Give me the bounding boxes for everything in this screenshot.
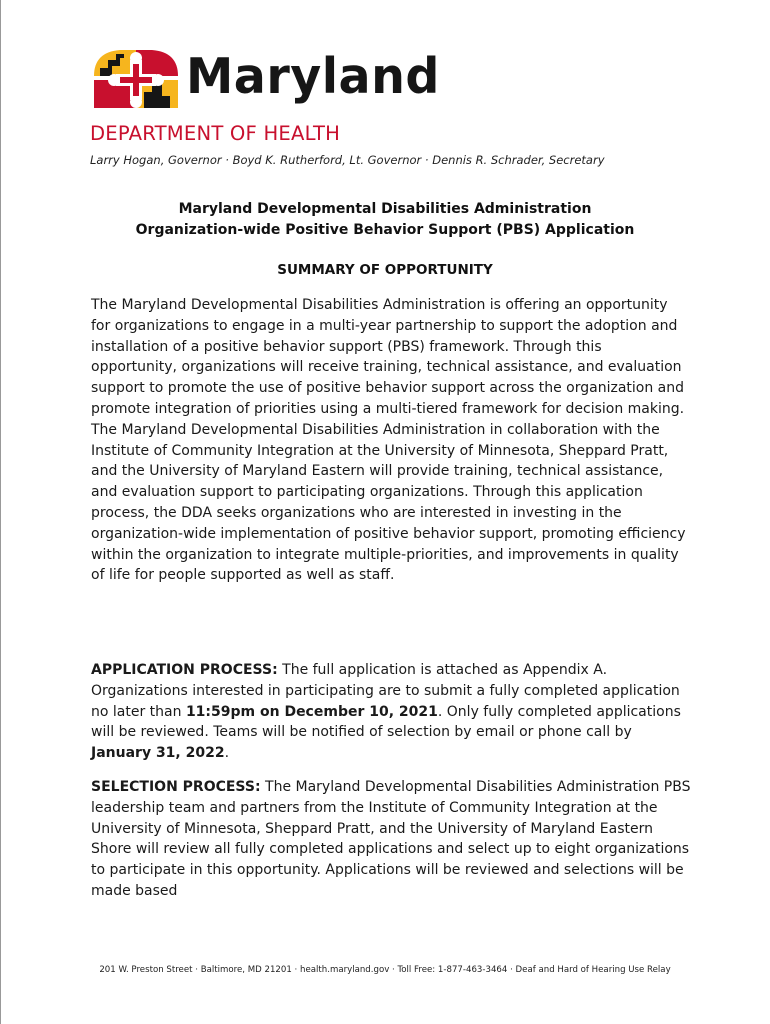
- application-text-1: The full application is attached as Appendix A. Organizations interested in participating are to submit a fully completed application no later than: [91, 662, 680, 720]
- officials-line: Larry Hogan, Governor · Boyd K. Rutherford, Lt. Governor · Dennis R. Schrader, Secretary: [90, 153, 605, 167]
- title-line-1: Maryland Developmental Disabilities Administration: [178, 201, 592, 217]
- application-deadline: 11:59pm on December 10, 2021: [185, 703, 438, 720]
- application-text-3: .: [224, 745, 230, 762]
- selection-text: The Maryland Developmental Disabilities Administration PBS leadership team and partners from the Institute of Community Integration at the University of Minnesota, Sheppard Pratt, and the University of Maryland Eastern Shore will review all fully completed applications and select up to eight organizations to participate in this opportunity. Applications will be reviewed and selections will be made based: [91, 779, 691, 899]
- application-process-label: APPLICATION PROCESS:: [91, 662, 278, 678]
- selection-process-label: SELECTION PROCESS:: [91, 779, 261, 795]
- maryland-health-logo: [90, 44, 440, 114]
- document-title: [0, 199, 770, 241]
- summary-heading: SUMMARY OF OPPORTUNITY: [277, 262, 493, 278]
- summary-paragraph: The Maryland Developmental Disabilities Administration is offering an opportunity for organizations to engage in a multi-year partnership to support the adoption and installation of a positive behavior support (PBS) framework. Through this opportunity, organizations will receive training, technical assistance, and evaluation support to promote the use of positive behavior support across the organization and promote integration of priorities using a multi-tiered framework for decision making. The Maryland Developmental Disabilities Administration in collaboration with the Institute of Community Integration at the University of Minnesota, Sheppard Pratt, and the University of Maryland Eastern will provide training, technical assistance, and evaluation support to participating organizations. Through this application process, the DDA seeks organizations who are interested in investing in the organization-wide implementation of positive behavior support, promoting efficiency within the organization to integrate multiple-priorities, and improvements in quality of life for people supported as well as staff.: [91, 297, 686, 584]
- selection-process-paragraph: [91, 777, 691, 902]
- logo-wordmark: Maryland: [186, 48, 440, 105]
- notification-date: January 31, 2022: [91, 745, 225, 762]
- application-process-paragraph: [91, 660, 691, 764]
- department-name: DEPARTMENT OF HEALTH: [90, 122, 341, 145]
- maryland-flag-icon: [90, 46, 182, 110]
- application-text-2: . Only fully completed applications will be reviewed. Teams will be notified of selection by email or phone call by: [91, 703, 681, 741]
- page-left-edge: [0, 0, 1, 1024]
- title-line-2: Organization-wide Positive Behavior Support (PBS) Application: [135, 222, 635, 238]
- footer-address: 201 W. Preston Street · Baltimore, MD 21201 · health.maryland.gov · Toll Free: 1-877-463-3464 · Deaf and Hard of Hearing Use Relay: [99, 965, 671, 975]
